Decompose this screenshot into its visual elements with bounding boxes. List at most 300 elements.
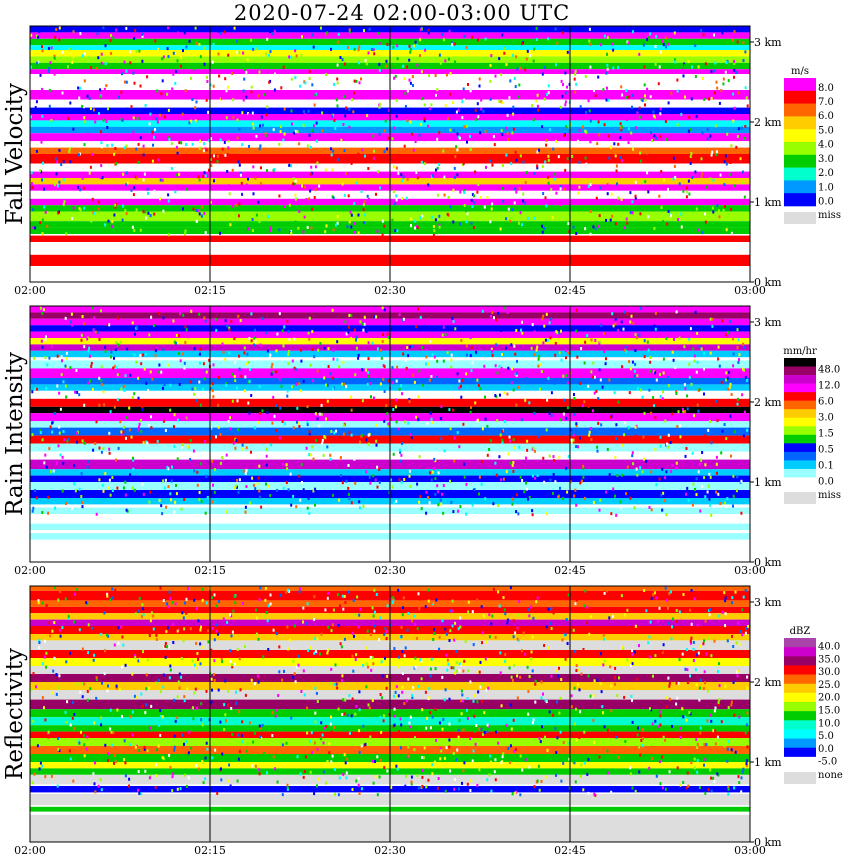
speckle xyxy=(153,596,155,599)
speckle xyxy=(168,173,170,176)
speckle xyxy=(331,168,333,171)
speckle xyxy=(202,388,204,391)
speckle xyxy=(354,373,356,376)
speckle xyxy=(703,743,705,746)
speckle xyxy=(98,404,100,407)
speckle xyxy=(87,690,89,693)
speckle xyxy=(545,776,547,779)
speckle xyxy=(304,81,306,84)
speckle xyxy=(468,601,470,604)
speckle xyxy=(485,38,487,41)
speckle xyxy=(456,111,458,114)
speckle xyxy=(216,630,218,633)
speckle xyxy=(465,372,467,375)
speckle xyxy=(341,713,343,716)
speckle xyxy=(673,338,675,341)
speckle xyxy=(106,144,108,147)
speckle xyxy=(415,140,417,143)
speckle xyxy=(360,608,362,611)
speckle xyxy=(126,509,128,512)
speckle xyxy=(380,349,382,352)
speckle xyxy=(670,470,672,473)
speckle xyxy=(575,232,577,235)
speckle xyxy=(126,81,128,84)
speckle xyxy=(310,646,312,649)
speckle xyxy=(409,470,411,473)
speckle xyxy=(471,199,473,202)
speckle xyxy=(72,717,74,720)
speckle xyxy=(478,768,480,771)
speckle xyxy=(94,761,96,764)
speckle xyxy=(250,39,252,42)
speckle xyxy=(718,209,720,212)
speckle xyxy=(169,409,171,412)
speckle xyxy=(311,348,313,351)
speckle xyxy=(237,780,239,783)
speckle xyxy=(671,637,673,640)
speckle xyxy=(170,766,172,769)
speckle xyxy=(363,208,365,211)
speckle xyxy=(731,601,733,604)
speckle xyxy=(644,83,646,86)
speckle xyxy=(354,613,356,616)
speckle xyxy=(635,181,637,184)
speckle xyxy=(235,204,237,207)
speckle xyxy=(316,162,318,165)
speckle xyxy=(703,764,705,767)
speckle xyxy=(734,30,736,33)
speckle xyxy=(493,588,495,591)
speckle xyxy=(697,624,699,627)
speckle xyxy=(321,633,323,636)
speckle xyxy=(421,346,423,349)
speckle xyxy=(206,748,208,751)
speckle xyxy=(671,625,673,628)
speckle xyxy=(84,143,86,146)
speckle xyxy=(364,200,366,203)
speckle xyxy=(400,454,402,457)
colorbar-swatch xyxy=(784,469,816,478)
speckle xyxy=(347,78,349,81)
speckle xyxy=(503,596,505,599)
speckle xyxy=(588,99,590,102)
speckle xyxy=(238,355,240,358)
speckle xyxy=(387,456,389,459)
speckle xyxy=(534,330,536,333)
speckle xyxy=(347,46,349,49)
speckle xyxy=(41,115,43,118)
speckle xyxy=(290,164,292,167)
speckle xyxy=(461,116,463,119)
speckle xyxy=(367,666,369,669)
speckle xyxy=(240,375,242,378)
speckle xyxy=(427,125,429,128)
speckle xyxy=(246,184,248,187)
speckle xyxy=(571,705,573,708)
speckle xyxy=(35,685,37,688)
speckle xyxy=(533,440,535,443)
speckle xyxy=(421,785,423,788)
speckle xyxy=(421,97,423,100)
speckle xyxy=(49,105,51,108)
speckle xyxy=(401,392,403,395)
speckle xyxy=(512,461,514,464)
speckle xyxy=(470,779,472,782)
speckle xyxy=(355,452,357,455)
speckle xyxy=(466,630,468,633)
speckle xyxy=(565,349,567,352)
speckle xyxy=(442,334,444,337)
speckle xyxy=(259,598,261,601)
speckle xyxy=(197,726,199,729)
speckle xyxy=(397,768,399,771)
speckle xyxy=(46,604,48,607)
speckle xyxy=(648,349,650,352)
speckle xyxy=(124,146,126,149)
speckle xyxy=(284,422,286,425)
speckle xyxy=(590,438,592,441)
speckle xyxy=(255,765,257,768)
speckle xyxy=(63,438,65,441)
speckle xyxy=(159,734,161,737)
speckle xyxy=(332,623,334,626)
speckle xyxy=(177,788,179,791)
speckle xyxy=(110,410,112,413)
speckle xyxy=(552,216,554,219)
speckle xyxy=(415,41,417,44)
speckle xyxy=(482,110,484,113)
speckle xyxy=(134,82,136,85)
speckle xyxy=(401,626,403,629)
speckle xyxy=(663,643,665,646)
speckle xyxy=(599,341,601,344)
speckle xyxy=(88,350,90,353)
speckle xyxy=(612,488,614,491)
speckle xyxy=(420,602,422,605)
speckle xyxy=(490,54,492,57)
speckle xyxy=(475,351,477,354)
speckle xyxy=(525,758,527,761)
speckle xyxy=(454,622,456,625)
speckle xyxy=(584,590,586,593)
speckle xyxy=(610,684,612,687)
speckle xyxy=(486,425,488,428)
speckle xyxy=(555,751,557,754)
speckle xyxy=(244,346,246,349)
speckle xyxy=(450,366,452,369)
speckle xyxy=(530,657,532,660)
speckle xyxy=(439,54,441,57)
speckle xyxy=(342,773,344,776)
speckle xyxy=(675,392,677,395)
speckle xyxy=(275,370,277,373)
speckle xyxy=(733,786,735,789)
speckle xyxy=(541,125,543,128)
speckle xyxy=(221,753,223,756)
speckle xyxy=(198,768,200,771)
speckle xyxy=(621,646,623,649)
speckle xyxy=(449,629,451,632)
speckle xyxy=(340,139,342,142)
speckle xyxy=(585,111,587,114)
speckle xyxy=(324,347,326,350)
speckle xyxy=(337,215,339,218)
speckle xyxy=(239,368,241,371)
speckle xyxy=(373,615,375,618)
speckle xyxy=(162,686,164,689)
speckle xyxy=(606,589,608,592)
speckle xyxy=(684,387,686,390)
speckle xyxy=(542,231,544,234)
speckle xyxy=(288,338,290,341)
speckle xyxy=(642,181,644,184)
speckle xyxy=(542,457,544,460)
speckle xyxy=(683,593,685,596)
speckle xyxy=(267,349,269,352)
speckle xyxy=(51,46,53,49)
speckle xyxy=(184,362,186,365)
speckle xyxy=(174,413,176,416)
speckle xyxy=(363,221,365,224)
speckle xyxy=(708,98,710,101)
speckle xyxy=(352,632,354,635)
speckle xyxy=(425,362,427,365)
speckle xyxy=(421,708,423,711)
speckle xyxy=(609,41,611,44)
speckle xyxy=(445,104,447,107)
speckle xyxy=(332,309,334,312)
speckle xyxy=(675,467,677,470)
speckle xyxy=(421,371,423,374)
speckle xyxy=(74,593,76,596)
speckle xyxy=(99,149,101,152)
speckle xyxy=(565,125,567,128)
speckle xyxy=(730,208,732,211)
speckle xyxy=(294,194,296,197)
speckle xyxy=(286,742,288,745)
speckle xyxy=(657,620,659,623)
speckle xyxy=(237,137,239,140)
speckle xyxy=(267,619,269,622)
speckle xyxy=(288,164,290,167)
speckle xyxy=(676,79,678,82)
speckle xyxy=(103,403,105,406)
speckle xyxy=(666,696,668,699)
speckle xyxy=(442,512,444,515)
speckle xyxy=(644,66,646,69)
speckle xyxy=(366,662,368,665)
speckle xyxy=(351,434,353,437)
speckle xyxy=(254,329,256,332)
speckle xyxy=(574,723,576,726)
speckle xyxy=(515,191,517,194)
speckle xyxy=(508,96,510,99)
speckle xyxy=(479,671,481,674)
speckle xyxy=(628,141,630,144)
speckle xyxy=(629,191,631,194)
speckle xyxy=(352,110,354,113)
speckle xyxy=(451,666,453,669)
speckle xyxy=(614,323,616,326)
speckle xyxy=(358,500,360,503)
speckle xyxy=(202,175,204,178)
speckle xyxy=(418,685,420,688)
speckle xyxy=(119,420,121,423)
speckle xyxy=(256,214,258,217)
speckle xyxy=(122,205,124,208)
speckle xyxy=(126,212,128,215)
speckle xyxy=(535,100,537,103)
speckle xyxy=(197,175,199,178)
speckle xyxy=(511,503,513,506)
speckle xyxy=(97,713,99,716)
speckle xyxy=(378,63,380,66)
speckle xyxy=(165,479,167,482)
speckle xyxy=(480,728,482,731)
speckle xyxy=(409,51,411,54)
speckle xyxy=(59,432,61,435)
speckle xyxy=(622,444,624,447)
speckle xyxy=(186,328,188,331)
speckle xyxy=(436,401,438,404)
speckle xyxy=(426,422,428,425)
speckle xyxy=(518,84,520,87)
speckle xyxy=(407,745,409,748)
speckle xyxy=(701,451,703,454)
speckle xyxy=(513,664,515,667)
speckle xyxy=(101,53,103,56)
speckle xyxy=(706,653,708,656)
speckle xyxy=(733,714,735,717)
speckle xyxy=(329,372,331,375)
speckle xyxy=(284,133,286,136)
speckle xyxy=(587,385,589,388)
speckle xyxy=(725,334,727,337)
speckle xyxy=(546,661,548,664)
speckle xyxy=(539,388,541,391)
speckle xyxy=(238,51,240,54)
speckle xyxy=(562,375,564,378)
speckle xyxy=(337,158,339,161)
speckle xyxy=(456,173,458,176)
speckle xyxy=(465,209,467,212)
speckle xyxy=(438,777,440,780)
speckle xyxy=(687,785,689,788)
speckle xyxy=(325,782,327,785)
speckle xyxy=(231,634,233,637)
speckle xyxy=(259,496,261,499)
speckle xyxy=(40,431,42,434)
speckle xyxy=(428,31,430,34)
speckle xyxy=(112,36,114,39)
speckle xyxy=(501,430,503,433)
speckle xyxy=(541,225,543,228)
speckle xyxy=(683,728,685,731)
speckle xyxy=(661,468,663,471)
speckle xyxy=(737,622,739,625)
speckle xyxy=(102,484,104,487)
speckle xyxy=(519,793,521,796)
speckle xyxy=(516,360,518,363)
speckle xyxy=(287,390,289,393)
speckle xyxy=(472,504,474,507)
speckle xyxy=(412,432,414,435)
speckle xyxy=(42,602,44,605)
speckle xyxy=(82,315,84,318)
speckle xyxy=(109,728,111,731)
speckle xyxy=(616,165,618,168)
speckle xyxy=(206,80,208,83)
speckle xyxy=(412,688,414,691)
speckle xyxy=(491,207,493,210)
speckle xyxy=(322,95,324,98)
speckle xyxy=(265,587,267,590)
speckle xyxy=(649,361,651,364)
speckle xyxy=(495,731,497,734)
speckle xyxy=(700,459,702,462)
colorbar-label: 0.5 xyxy=(818,444,834,456)
speckle xyxy=(259,725,261,728)
speckle xyxy=(746,759,748,762)
speckle xyxy=(648,635,650,638)
speckle xyxy=(42,49,44,52)
speckle xyxy=(489,635,491,638)
speckle xyxy=(639,466,641,469)
speckle xyxy=(715,707,717,710)
colorbar-swatch xyxy=(784,155,816,168)
speckle xyxy=(395,405,397,408)
speckle xyxy=(231,72,233,75)
speckle xyxy=(100,762,102,765)
speckle xyxy=(187,445,189,448)
speckle xyxy=(446,633,448,636)
speckle xyxy=(689,674,691,677)
speckle xyxy=(124,739,126,742)
speckle xyxy=(227,54,229,57)
speckle xyxy=(729,161,731,164)
speckle xyxy=(308,332,310,335)
speckle xyxy=(46,123,48,126)
speckle xyxy=(44,656,46,659)
speckle xyxy=(711,441,713,444)
speckle xyxy=(177,695,179,698)
speckle xyxy=(373,315,375,318)
speckle xyxy=(732,505,734,508)
speckle xyxy=(746,676,748,679)
speckle xyxy=(386,60,388,63)
speckle xyxy=(556,700,558,703)
speckle xyxy=(530,606,532,609)
speckle xyxy=(352,698,354,701)
speckle xyxy=(292,676,294,679)
speckle xyxy=(421,756,423,759)
speckle xyxy=(665,45,667,48)
speckle xyxy=(240,688,242,691)
speckle xyxy=(155,774,157,777)
speckle xyxy=(444,628,446,631)
speckle xyxy=(726,358,728,361)
speckle xyxy=(629,497,631,500)
speckle xyxy=(358,784,360,787)
speckle xyxy=(723,209,725,212)
speckle xyxy=(428,589,430,592)
speckle xyxy=(295,709,297,712)
speckle xyxy=(240,319,242,322)
speckle xyxy=(717,358,719,361)
speckle xyxy=(180,56,182,59)
speckle xyxy=(323,454,325,457)
speckle xyxy=(700,29,702,32)
